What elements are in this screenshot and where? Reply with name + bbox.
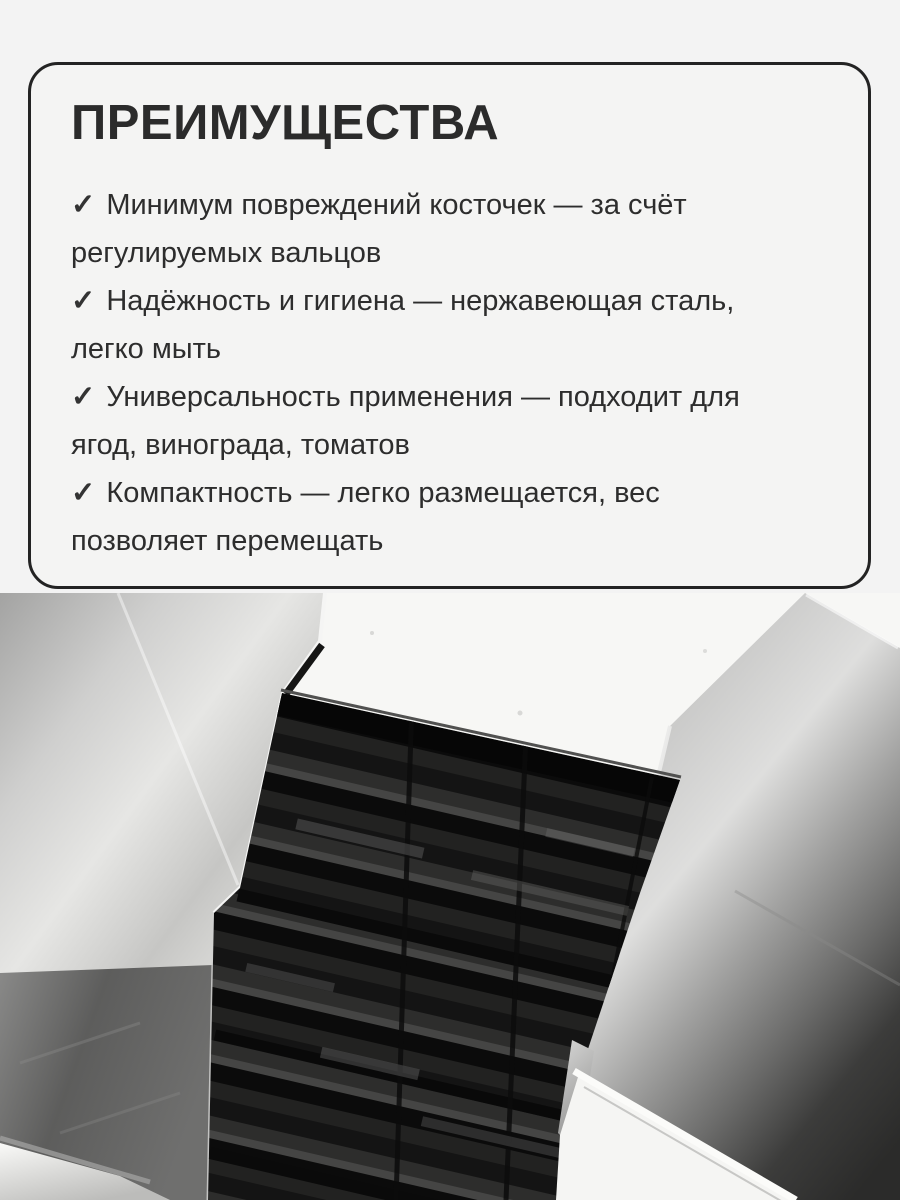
advantage-text: ягод, винограда, томатов xyxy=(71,429,410,461)
advantage-item xyxy=(71,469,796,565)
advantage-text: позволяет перемещать xyxy=(71,525,384,557)
product-photo xyxy=(0,593,900,1200)
check-icon: ✓ xyxy=(71,381,96,413)
advantage-text: Надёжность и гигиена — нержавеющая сталь, xyxy=(106,285,735,317)
advantage-text: регулируемых вальцов xyxy=(71,237,382,269)
advantage-text: Компактность — легко размещается, вес xyxy=(106,477,660,509)
advantage-text: Универсальность применения — подходит для xyxy=(106,381,740,413)
advantage-item xyxy=(71,277,796,373)
advantage-item xyxy=(71,181,796,277)
advantage-text: легко мыть xyxy=(71,333,221,365)
advantages-card xyxy=(28,62,871,589)
advantages-list xyxy=(71,181,796,565)
check-icon: ✓ xyxy=(71,477,96,509)
check-icon: ✓ xyxy=(71,285,96,317)
advantage-text: Минимум повреждений косточек — за счёт xyxy=(106,189,687,221)
card-title: ПРЕИМУЩЕСТВА xyxy=(71,96,500,150)
advantage-item xyxy=(71,373,796,469)
check-icon: ✓ xyxy=(71,189,96,221)
